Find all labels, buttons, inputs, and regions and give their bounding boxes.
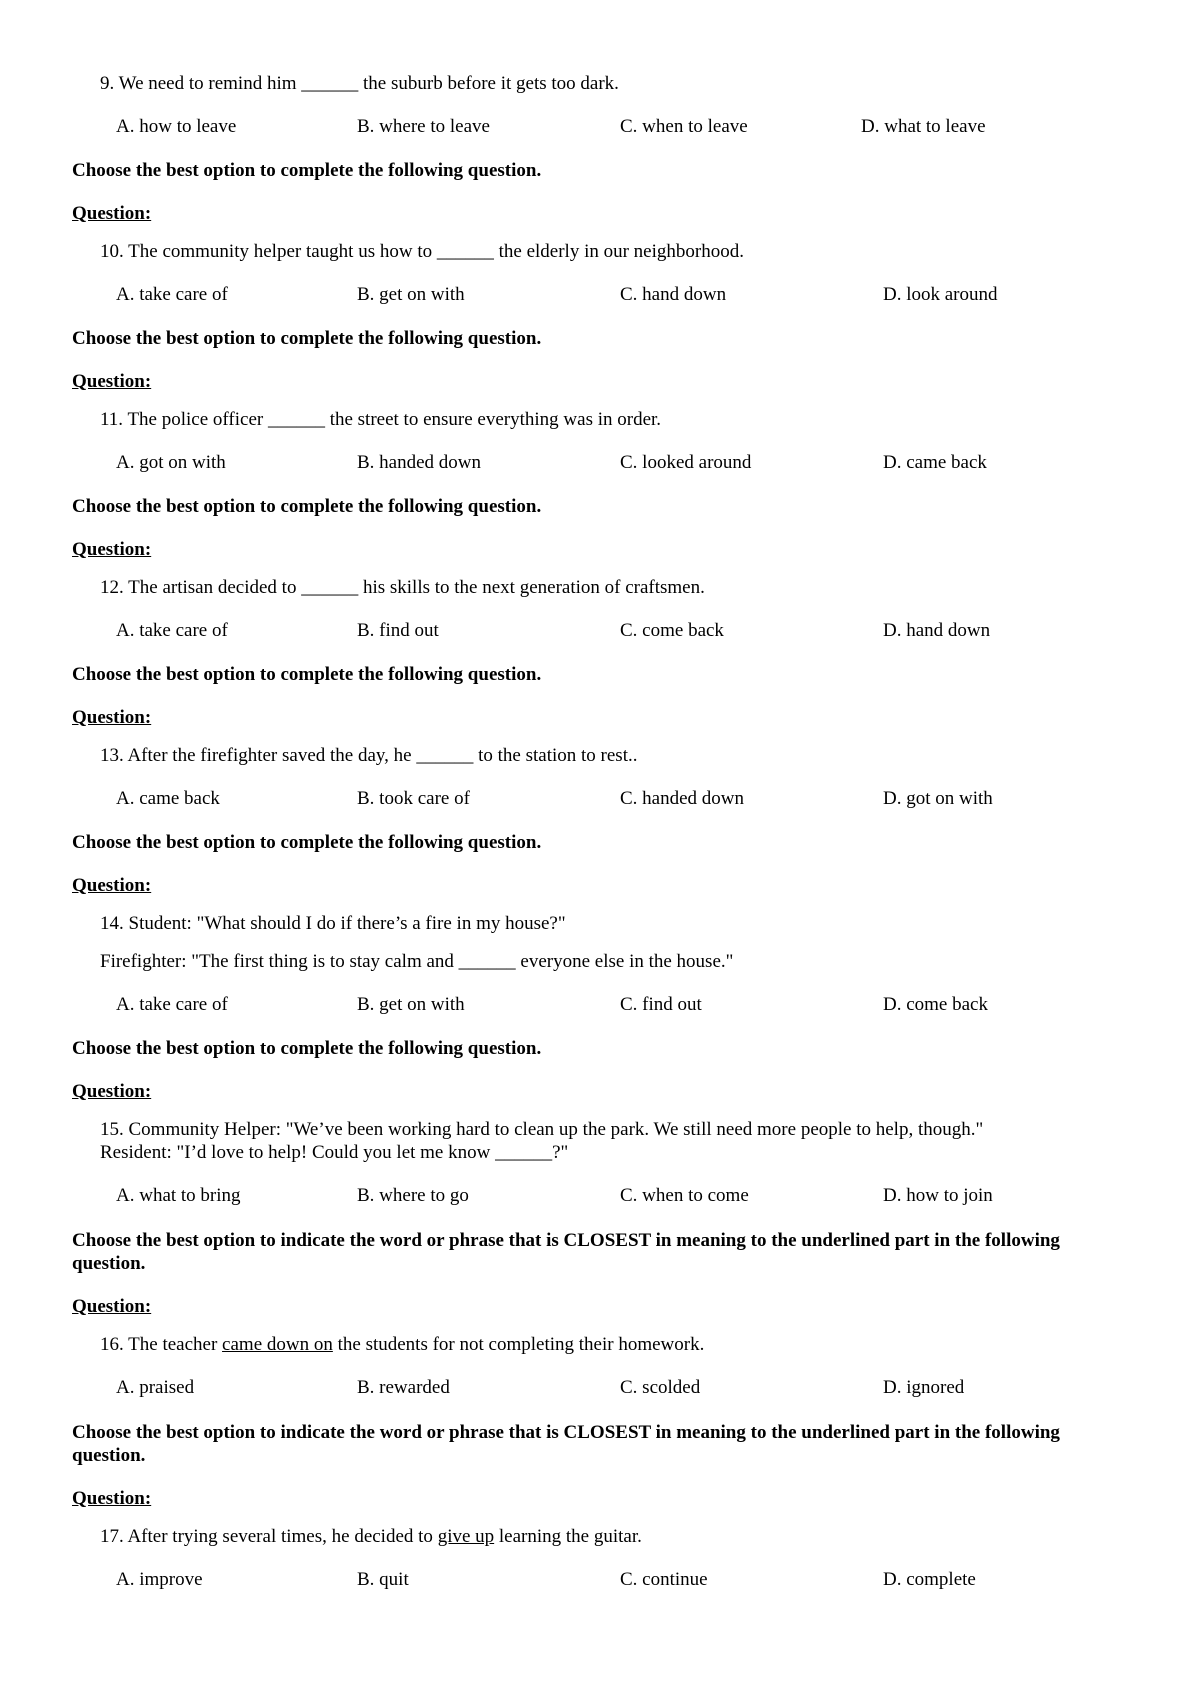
question-10-option-b: B. get on with — [357, 284, 465, 305]
question-17-stem — [100, 1526, 642, 1548]
question-label: Question: — [72, 707, 152, 728]
question-17-stem-before: 17. After trying several times, he decided to — [100, 1526, 438, 1547]
question-11-stem: 11. The police officer ______ the street to ensure everything was in order. — [100, 409, 662, 430]
question-11-option-d: D. came back — [883, 452, 987, 473]
question-10-stem: 10. The community helper taught us how to ______ the elderly in our neighborhood. — [100, 241, 744, 262]
question-16-option-c: C. scolded — [620, 1377, 701, 1398]
question-14-option-d: D. come back — [883, 994, 988, 1015]
instruction-closest: Choose the best option to indicate the word or phrase that is CLOSEST in meaning to the underlined part in the following question. — [72, 1422, 1060, 1466]
question-14-stem: 14. Student: "What should I do if there’s a fire in my house?" — [100, 913, 566, 934]
question-12-option-b: B. find out — [357, 620, 439, 641]
question-17-stem-after: learning the guitar. — [494, 1526, 642, 1547]
instruction-complete: Choose the best option to complete the following question. — [72, 328, 542, 349]
question-12-option-c: C. come back — [620, 620, 724, 641]
question-label: Question: — [72, 1296, 152, 1317]
question-16-option-d: D. ignored — [883, 1377, 965, 1398]
instruction-complete: Choose the best option to complete the following question. — [72, 160, 542, 181]
question-17-underlined-phrase: give up — [437, 1526, 495, 1547]
question-14-stem-line-2: Firefighter: "The first thing is to stay calm and ______ everyone else in the house." — [100, 951, 734, 972]
question-17-option-b: B. quit — [357, 1569, 409, 1590]
question-16-underlined-phrase: came down on — [222, 1334, 333, 1355]
instruction-closest: Choose the best option to indicate the word or phrase that is CLOSEST in meaning to the underlined part in the following question. — [72, 1230, 1060, 1274]
question-label: Question: — [72, 203, 152, 224]
question-12-stem: 12. The artisan decided to ______ his skills to the next generation of craftsmen. — [100, 577, 705, 598]
question-label: Question: — [72, 539, 152, 560]
question-15-option-b: B. where to go — [357, 1185, 469, 1206]
question-13-option-c: C. handed down — [620, 788, 745, 809]
instruction-complete: Choose the best option to complete the following question. — [72, 1038, 542, 1059]
question-16-option-b: B. rewarded — [357, 1377, 450, 1398]
question-17-option-c: C. continue — [620, 1569, 708, 1590]
question-10-option-c: C. hand down — [620, 284, 727, 305]
question-13-option-d: D. got on with — [883, 788, 993, 809]
question-11-option-c: C. looked around — [620, 452, 752, 473]
question-11-option-a: A. got on with — [116, 452, 226, 473]
question-15-stem: 15. Community Helper: "We’ve been working hard to clean up the park. We still need more people to help, though." — [100, 1119, 984, 1140]
question-10-option-a: A. take care of — [116, 284, 228, 305]
question-17-option-a: A. improve — [116, 1569, 203, 1590]
question-17-option-d: D. complete — [883, 1569, 976, 1590]
instruction-complete: Choose the best option to complete the following question. — [72, 832, 542, 853]
question-9-option-d: D. what to leave — [861, 116, 986, 137]
question-16-stem-before: 16. The teacher — [100, 1334, 223, 1355]
question-label: Question: — [72, 875, 152, 896]
question-15-option-c: C. when to come — [620, 1185, 749, 1206]
question-16-stem-after: the students for not completing their homework. — [332, 1334, 705, 1355]
question-16-option-a: A. praised — [116, 1377, 195, 1398]
instruction-complete: Choose the best option to complete the following question. — [72, 496, 542, 517]
question-9-option-a: A. how to leave — [116, 116, 237, 137]
question-13-option-b: B. took care of — [357, 788, 470, 809]
question-14-option-a: A. take care of — [116, 994, 228, 1015]
question-label: Question: — [72, 371, 152, 392]
question-label: Question: — [72, 1488, 152, 1509]
question-12-option-d: D. hand down — [883, 620, 991, 641]
question-label: Question: — [72, 1081, 152, 1102]
question-15-option-a: A. what to bring — [116, 1185, 241, 1206]
question-13-stem: 13. After the firefighter saved the day, he ______ to the station to rest.. — [100, 745, 638, 766]
question-16-stem — [100, 1334, 704, 1356]
instruction-complete: Choose the best option to complete the following question. — [72, 664, 542, 685]
question-14-option-b: B. get on with — [357, 994, 465, 1015]
question-12-option-a: A. take care of — [116, 620, 228, 641]
question-15-stem-line-2: Resident: "I’d love to help! Could you let me know ______?" — [100, 1142, 569, 1163]
question-10-option-d: D. look around — [883, 284, 998, 305]
question-9-option-c: C. when to leave — [620, 116, 748, 137]
question-11-option-b: B. handed down — [357, 452, 482, 473]
question-15-option-d: D. how to join — [883, 1185, 993, 1206]
question-13-option-a: A. came back — [116, 788, 220, 809]
question-9-option-b: B. where to leave — [357, 116, 490, 137]
question-9-stem: 9. We need to remind him ______ the suburb before it gets too dark. — [100, 73, 619, 94]
question-14-option-c: C. find out — [620, 994, 702, 1015]
